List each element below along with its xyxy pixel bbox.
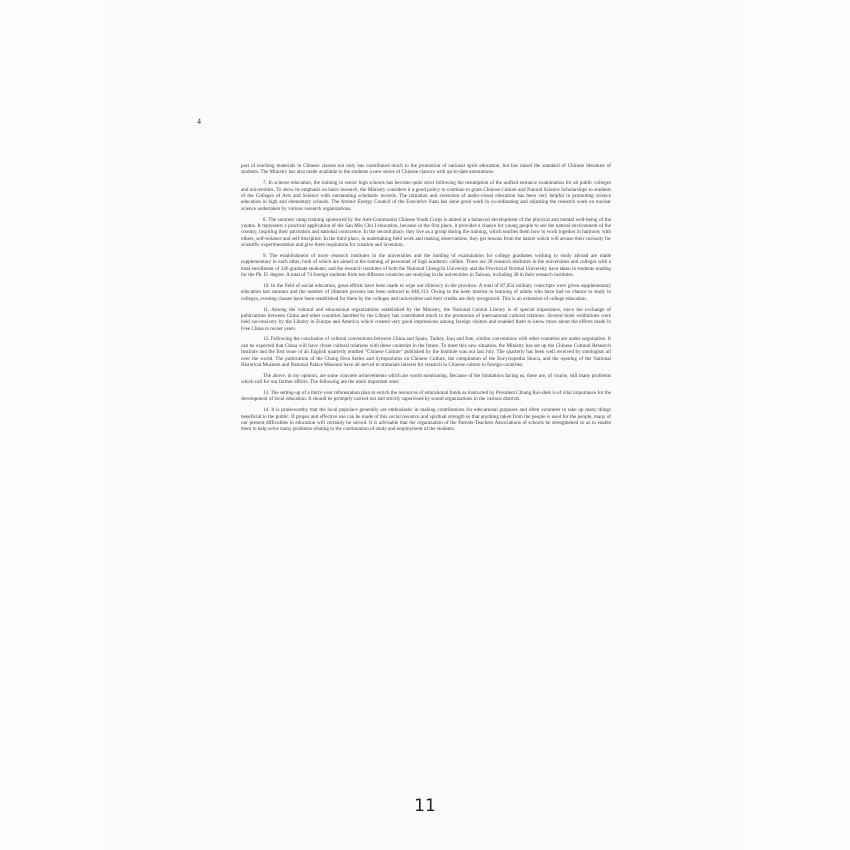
paragraph-11: 11. Among the cultural and educational organizations established by the Ministry, the National Central Library is of special importance, since the exchange of publications between China and other countries handled by the Library has contributed much to the promotion of international cultural relations. Several book exhibitions were held successively by the Library in Europe and America which created very good impressions among foreign visitors and enabled them to know more about the efforts made in Free China in recent years. [241, 306, 611, 332]
paragraph-summary: The above, in my opinion, are some concrete achievements which are worth mentioning. Because of the limitations facing us, there are, of course, still many problems which call for our further efforts. The following are the more important ones: [241, 372, 611, 386]
top-page-number: 4 [197, 117, 201, 126]
paragraph-9: 9. The establishment of more research institutes in the universities and the holding of examination for college graduates wishing to study abroad are made supplementary to each other, both of which are aimed at the training of personnel of high academic calibre. There are 28 research institutes in the universities and colleges with a total enrollment of 346 graduate students, and the research institutes of both the National Chengchi University and the Provincial Normal University have taken in students reading for the Ph. D. degree. A total of 74 foreign students from ten different countries are studying in the universities in Taiwan, including 38 in their research institutes. [241, 252, 611, 278]
paragraph-10: 10. In the field of social education, great efforts have been made to wipe out illiteracy in the province. A total of 87,654 military conscripts were given supplementary education last summer and the number of illiterate persons has been reduced to 848,313. Owing to the keen interest in learning of adults who have had no chance to study in colleges, evening classes have been established for them by the colleges and universities and their credits are duly recognized. This is an extension of college education. [241, 282, 611, 302]
paragraph-intro-continuation: part of teaching materials in Chinese classes not only has contributed much to the promotion of national spirit education, but has raised the standard of Chinese literature of students. The Ministry has also made available to the students a new series of Chinese classics with up-to-date annotations. [241, 163, 611, 176]
document-body [241, 163, 611, 437]
paragraph-13: 13. The setting-up of a thirty-year reforestation plan to enrich the resources of educational funds as instructed by President Chiang Kai-shek is of vital importance for the development of local education. It should be promptly carried out and strictly supervised by sound organizations in the various districts. [241, 390, 611, 403]
paragraph-14: 14. It is praiseworthy that the local populace generally are enthusiastic in making contributions for educational purposes and often volunteer to take up many things beneficial to the public. If proper and effective use can be made of this social resource and spiritual strength so that anything taken from the people is used for the people, many of our present difficulties in education will certainly be solved. It is advisable that the organization of the Parents-Teachers Associations of schools be strengthened so as to enable them to help solve many problems relating to the continuation of study and employment of the students. [241, 407, 611, 433]
paragraph-8: 8. The summer camp training sponsored by the Anti-Communist Chinese Youth Corps is aimed at a balanced development of the physical and mental well-being of the youths. It represents a practical application of the San Min Chu I education, because in the first place, it provides a chance for young people to see the natural environment of the country, inspiring their patriotism and national conscience. In the second place, they live as a group during the training, which teaches them how to work together in harmony with others, self-reliance and self-discipline. In the third place, in undertaking field work and making observations, they get lessons from the nature which will arouse their curiosity for scientific experimentation and give them inspiration for creation and invention. [241, 216, 611, 248]
paragraph-7: 7. In science education, the training in senior high schools has become quite strict following the resumption of the unified entrance examination for all public colleges and universities. To show its emphasis on basic research, the Ministry considers it a good policy to continue to grant Chinese Culture and Natural Science Scholarships to students of the Colleges of Arts and Science with outstanding scholastic records. The initiation and extension of audio-visual education has been very helpful in promoting science education in high and elementary schools. The Atomic Energy Council of the Executive Yuan has done good work in co-ordinating and adjusting the research work on nuclear science undertaken by various research organizations. [241, 180, 611, 212]
footer-page-number: 11 [414, 796, 436, 816]
paragraph-12: 12. Following the conclusion of cultural conventions between China and Spain, Turkey, Iraq and Iran, similar conventions with other countries are under negotiation. It can be expected that China will have closer cultural relations with these countries in the future. To meet this new situation, the Ministry has set up the Chinese Cultural Research Institute and the first issue of an English quarterly entitled "Chinese Culture" published by the Institute was out last July. The quarterly has been well received by sinologists all over the world. The publication of the Chung Hwa Series and Symposiums on Chinese Culture, the compilation of the Encyclopedia Sinica, and the opening of the National Historical Museum and National Palace Museum have all served to stimulate interest for research in Chinese culture in foreign countries. [241, 336, 611, 368]
